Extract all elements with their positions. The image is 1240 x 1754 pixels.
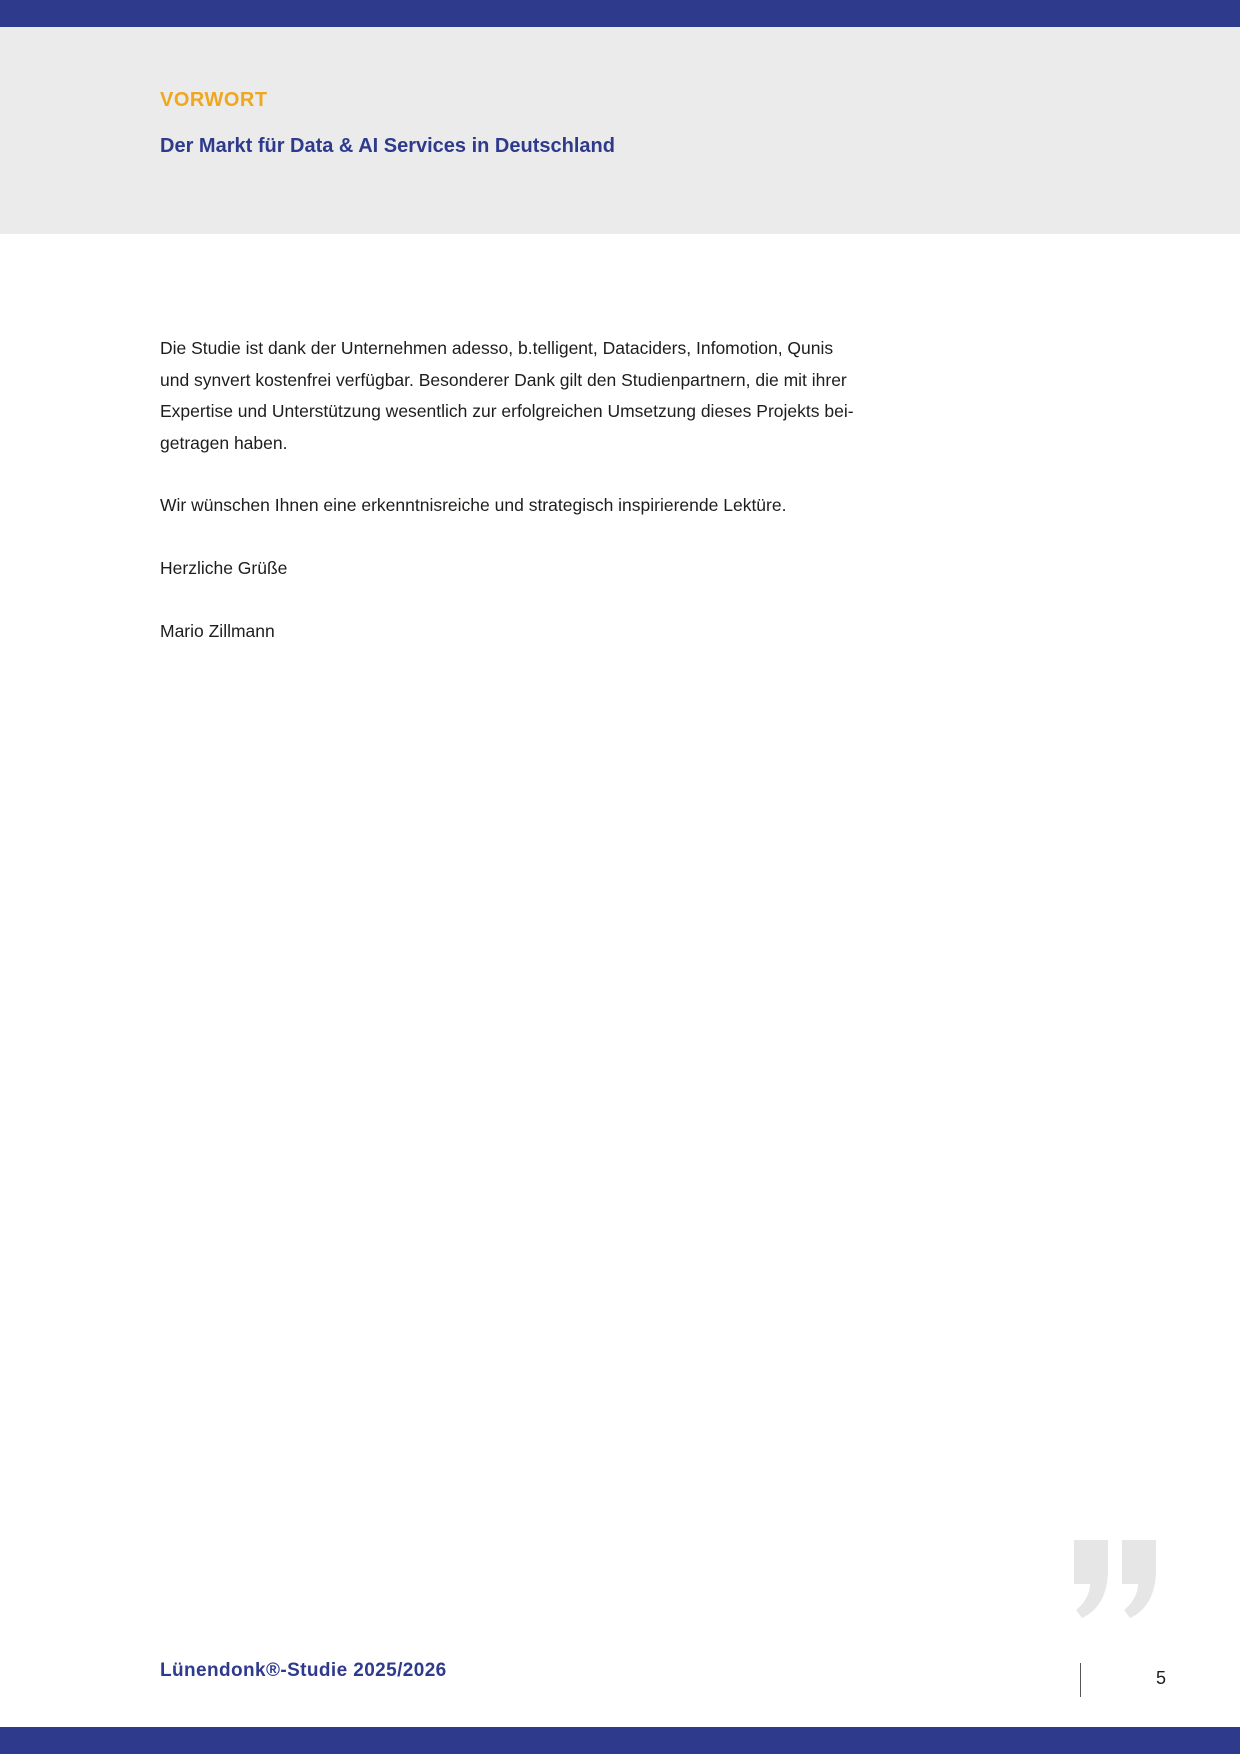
top-accent-bar bbox=[0, 0, 1240, 27]
bottom-accent-bar bbox=[0, 1727, 1240, 1754]
body-paragraph-wishes: Wir wünschen Ihnen eine erkenntnisreiche und strategisch inspirierende Lektüre. bbox=[160, 495, 787, 515]
author-signature: Mario Zillmann bbox=[160, 621, 275, 641]
paragraph-line: und synvert kostenfrei verfügbar. Besonderer Dank gilt den Studienpartnern, die mit ihrer bbox=[160, 369, 847, 390]
paragraph-line: getragen haben. bbox=[160, 432, 288, 453]
closing-quote-icon bbox=[1072, 1540, 1160, 1620]
body-paragraph-acknowledgement bbox=[160, 333, 880, 459]
footer-divider bbox=[1080, 1663, 1081, 1697]
page-number: 5 bbox=[1155, 1668, 1166, 1688]
footer-study-title: Lünendonk®-Studie 2025/2026 bbox=[160, 1660, 447, 1681]
header-band bbox=[0, 27, 1240, 234]
paragraph-line: Die Studie ist dank der Unternehmen adesso, b.telligent, Dataciders, Infomotion, Qunis bbox=[160, 338, 834, 358]
page-title: Der Markt für Data & AI Services in Deutschland bbox=[160, 135, 615, 157]
paragraph-line: Expertise und Unterstützung wesentlich zur erfolgreichen Umsetzung dieses Projekts bei- bbox=[160, 401, 854, 421]
section-label: VORWORT bbox=[160, 89, 268, 111]
closing-greeting: Herzliche Grüße bbox=[160, 558, 288, 578]
